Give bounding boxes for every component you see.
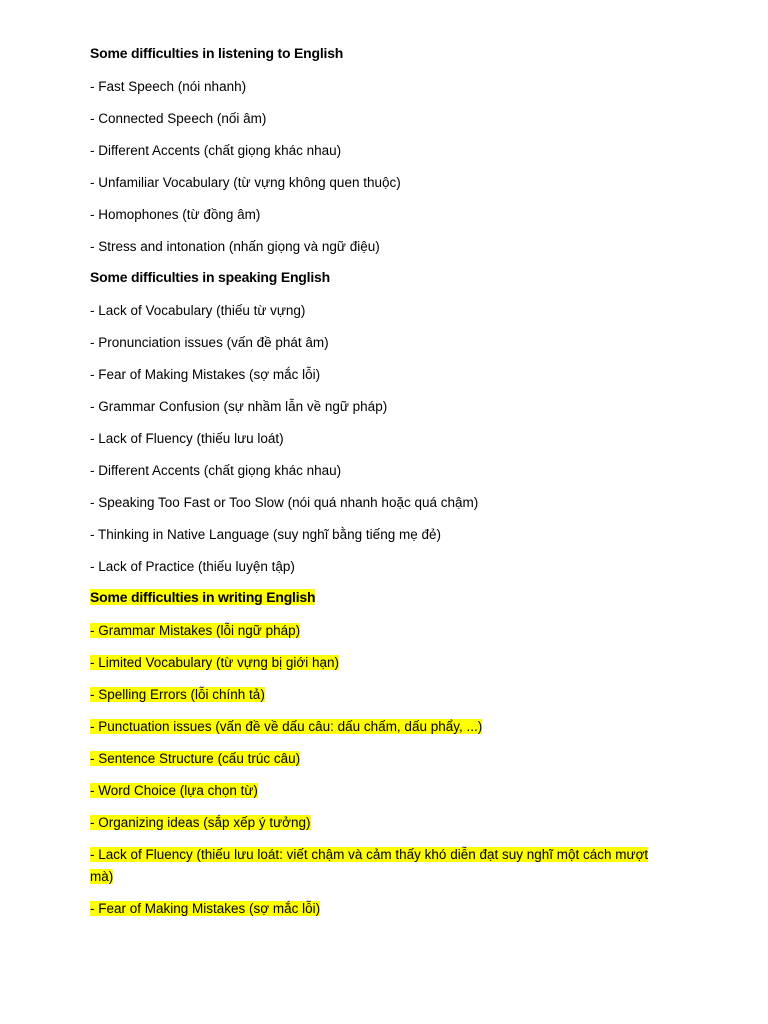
list-item-wrapper (90, 898, 690, 920)
list-item: - Lack of Vocabulary (thiếu từ vựng) (90, 303, 306, 318)
list-item-highlighted: - Grammar Mistakes (lỗi ngữ pháp) (90, 623, 301, 638)
list-item-wrapper (90, 716, 690, 738)
list-item-highlighted: - Word Choice (lựa chọn từ) (90, 783, 258, 798)
list-item: - Speaking Too Fast or Too Slow (nói quá nhanh hoặc quá chậm) (90, 495, 479, 510)
section-speaking (90, 268, 690, 578)
list-item-highlighted: - Lack of Fluency (thiếu lưu loát: viết chậm và cảm thấy khó diễn đạt suy nghĩ một cách mượt mà) (90, 847, 649, 884)
list-item: - Lack of Practice (thiếu luyện tập) (90, 559, 295, 574)
list-item: - Homophones (từ đồng âm) (90, 207, 261, 222)
list-item: - Fast Speech (nói nhanh) (90, 79, 247, 94)
section-heading-listening: Some difficulties in listening to English (90, 45, 344, 61)
list-item: - Different Accents (chất giọng khác nhau) (90, 463, 342, 478)
section-listening (90, 44, 690, 258)
list-item: - Grammar Confusion (sự nhầm lẫn về ngữ pháp) (90, 399, 388, 414)
list-item-highlighted: - Organizing ideas (sắp xếp ý tưởng) (90, 815, 311, 830)
list-item: - Unfamiliar Vocabulary (từ vựng không quen thuộc) (90, 175, 401, 190)
section-heading-writing-wrapper (90, 588, 690, 606)
document-page (90, 44, 690, 930)
list-item-wrapper (90, 748, 690, 770)
list-item-wrapper (90, 652, 690, 674)
list-item-wrapper (90, 684, 690, 706)
list-item: - Different Accents (chất giọng khác nhau) (90, 143, 342, 158)
section-heading-writing: Some difficulties in writing English (90, 589, 316, 605)
list-item: - Pronunciation issues (vấn đề phát âm) (90, 335, 329, 350)
list-item-highlighted: - Punctuation issues (vấn đề về dấu câu: dấu chấm, dấu phẩy, ...) (90, 719, 483, 734)
list-item-highlighted: - Fear of Making Mistakes (sợ mắc lỗi) (90, 901, 321, 916)
list-item-wrapper (90, 844, 665, 888)
list-item: - Lack of Fluency (thiếu lưu loát) (90, 431, 284, 446)
section-writing (90, 588, 690, 920)
list-item-highlighted: - Sentence Structure (cấu trúc câu) (90, 751, 301, 766)
list-item: - Stress and intonation (nhấn giọng và ngữ điệu) (90, 239, 380, 254)
list-item-wrapper (90, 620, 690, 642)
list-item: - Connected Speech (nối âm) (90, 111, 267, 126)
list-item-wrapper (90, 780, 690, 802)
list-item-highlighted: - Limited Vocabulary (từ vựng bị giới hạn) (90, 655, 340, 670)
list-item-wrapper (90, 812, 690, 834)
list-item: - Thinking in Native Language (suy nghĩ bằng tiếng mẹ đẻ) (90, 527, 441, 542)
list-item-highlighted: - Spelling Errors (lỗi chính tả) (90, 687, 265, 702)
list-item: - Fear of Making Mistakes (sợ mắc lỗi) (90, 367, 321, 382)
section-heading-speaking: Some difficulties in speaking English (90, 269, 330, 285)
